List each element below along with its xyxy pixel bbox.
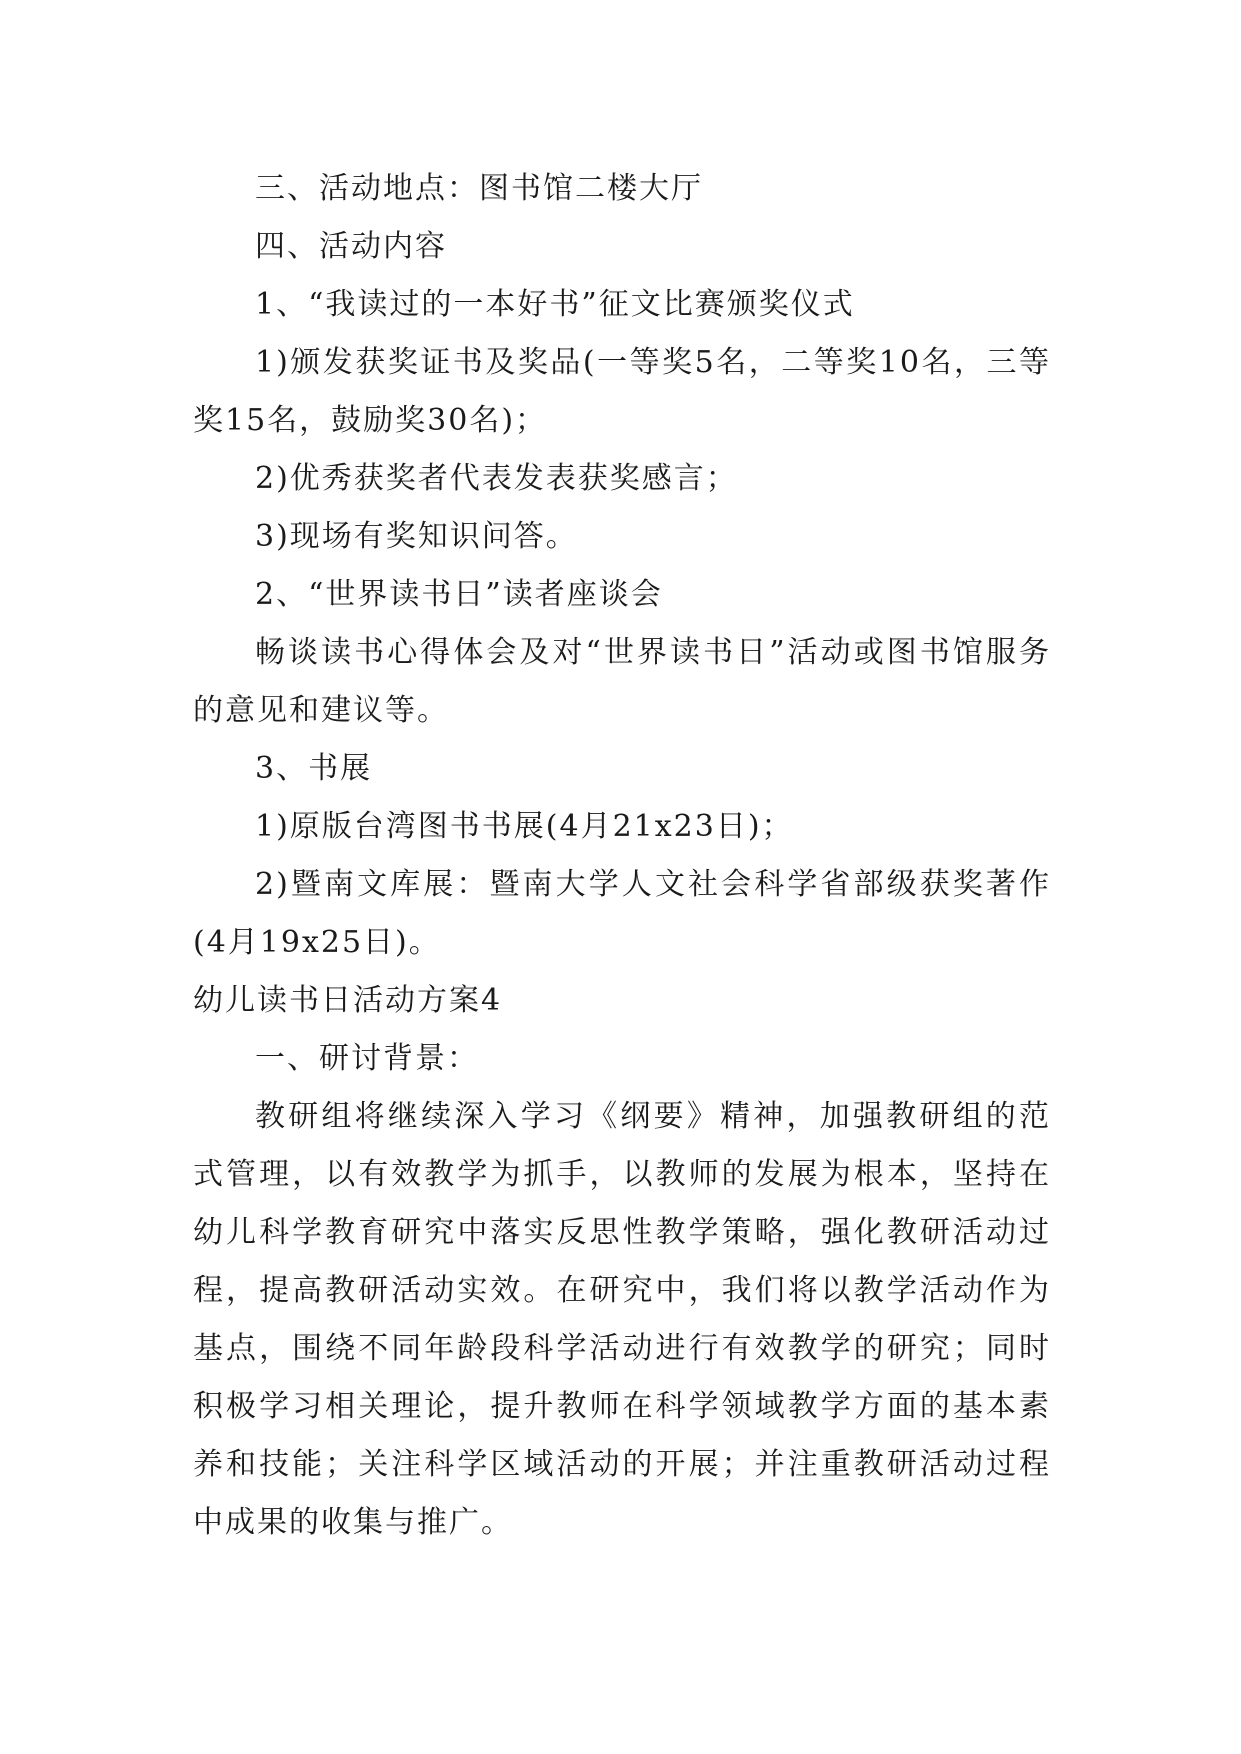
paragraph-forum-description: 畅谈读书心得体会及对“世界读书日”活动或图书馆服务的意见和建议等。 [193, 635, 1051, 728]
paragraph-book-fair: 3、书展 [255, 751, 373, 786]
paragraph-jinan-library: 2)暨南文库展：暨南大学人文社会科学省部级获奖著作(4月19x25日)。 [193, 867, 1051, 960]
paragraph-quiz: 3)现场有奖知识问答。 [255, 519, 578, 554]
paragraph-background-heading: 一、研讨背景： [255, 1041, 479, 1076]
paragraph-content-heading: 四、活动内容 [255, 229, 447, 264]
section-title: 幼儿读书日活动方案4 [193, 983, 503, 1018]
paragraph-reader-forum: 2、“世界读书日”读者座谈会 [255, 577, 663, 612]
paragraph-essay-award: 1、“我读过的一本好书”征文比赛颁奖仪式 [255, 287, 855, 322]
document-body [193, 160, 1051, 1552]
paragraph-award-speech: 2)优秀获奖者代表发表获奖感言； [255, 461, 738, 496]
paragraph-taiwan-books: 1)原版台湾图书书展(4月21x23日)； [255, 809, 794, 844]
paragraph-location: 三、活动地点：图书馆二楼大厅 [255, 171, 703, 206]
paragraph-award-prizes: 1)颁发获奖证书及奖品(一等奖5名，二等奖10名，三等奖15名，鼓励奖30名)； [193, 345, 1051, 438]
paragraph-background-body: 教研组将继续深入学习《纲要》精神，加强教研组的范式管理，以有效教学为抓手，以教师的发展为根本，坚持在幼儿科学教育研究中落实反思性教学策略，强化教研活动过程，提高教研活动实效。在研究中，我们将以教学活动作为基点，围绕不同年龄段科学活动进行有效教学的研究；同时积极学习相关理论，提升教师在科学领域教学方面的基本素养和技能；关注科学区域活动的开展；并注重教研活动过程中成果的收集与推广。 [193, 1099, 1051, 1540]
